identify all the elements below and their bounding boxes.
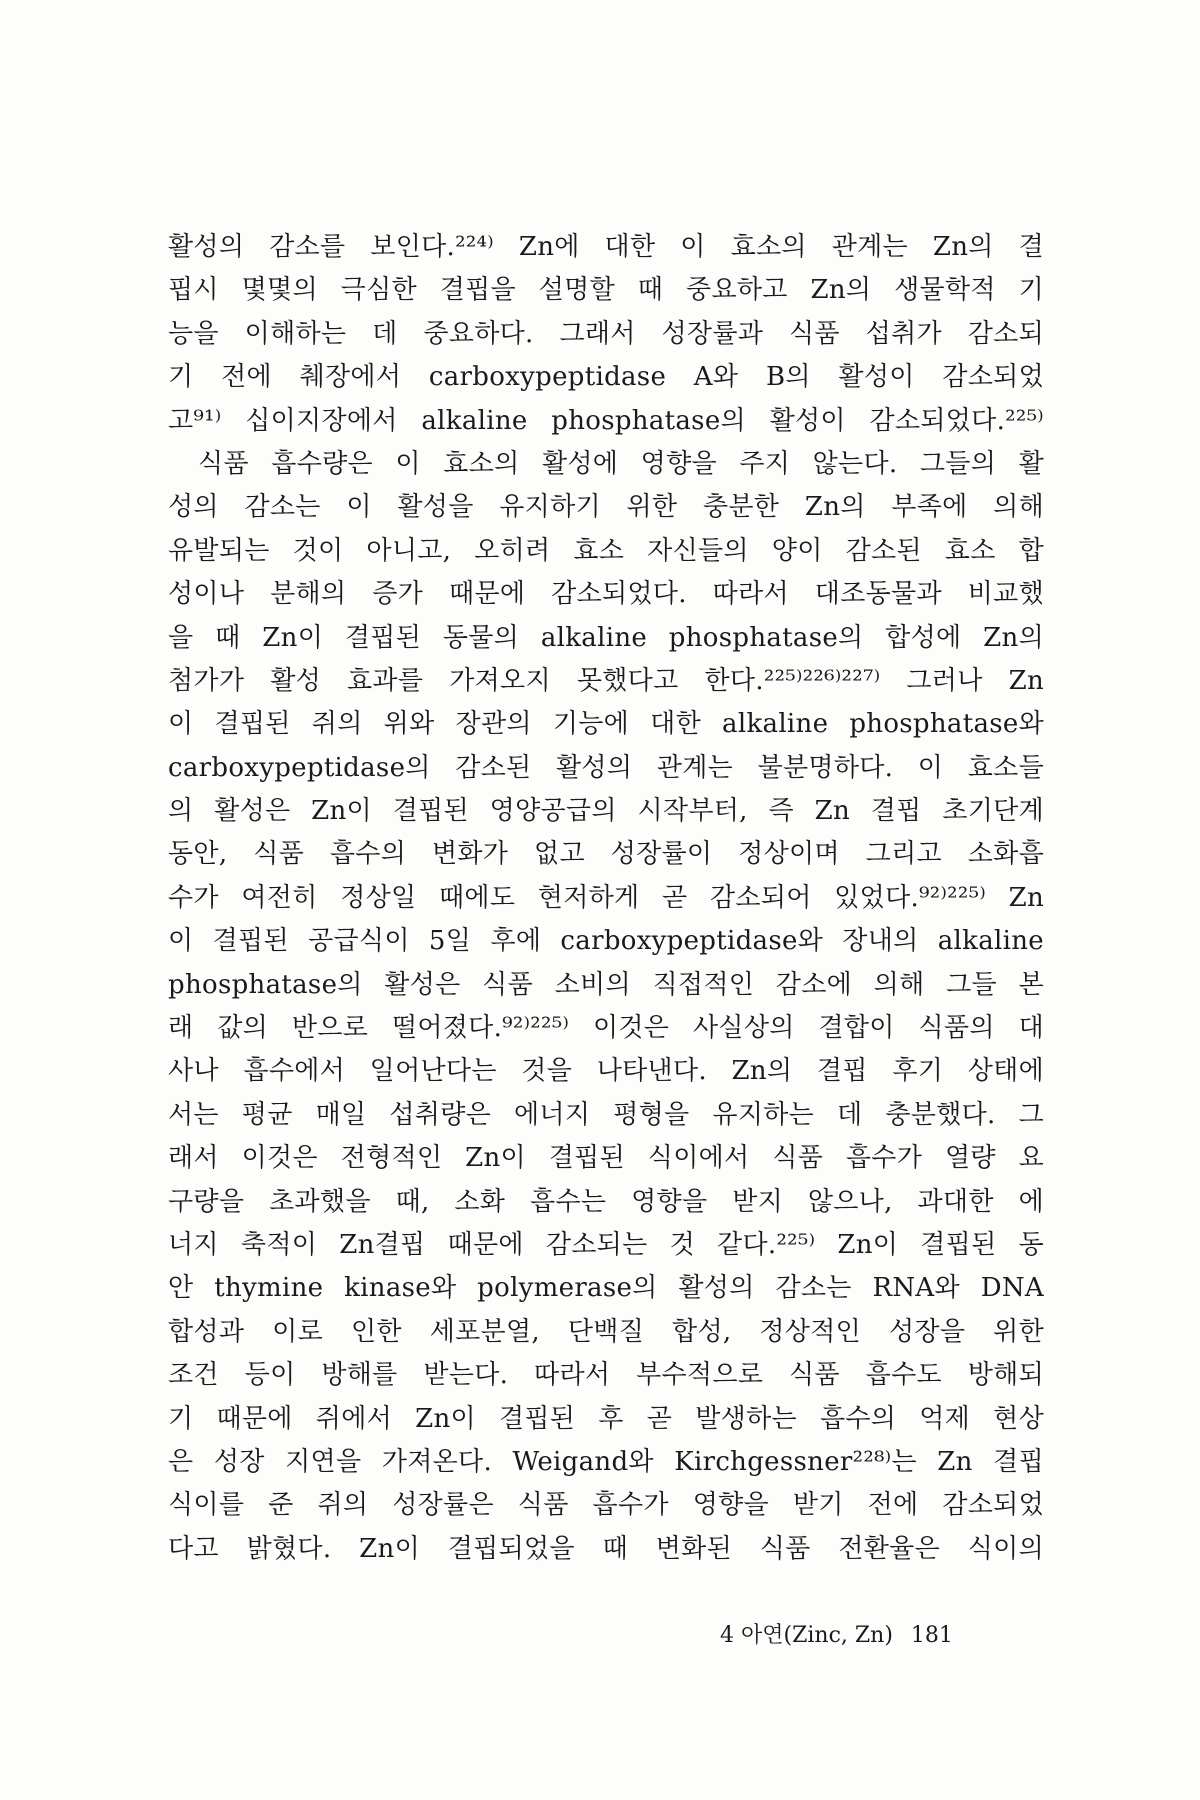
text-line: 첨가가 활성 효과를 가져오지 못했다고 한다.²²⁵⁾²²⁶⁾²²⁷⁾ 그러나 Zn xyxy=(168,665,1044,696)
text-line: 동안, 식품 흡수의 변화가 없고 성장률이 정상이며 그리고 소화흡 xyxy=(168,839,1044,870)
text-line: 식이를 준 쥐의 성장률은 식품 흡수가 영향을 받기 전에 감소되었 xyxy=(168,1490,1044,1521)
text-line: 은 성장 지연을 가져온다. Weigand와 Kirchgessner²²⁸⁾는 Zn 결핍 xyxy=(168,1446,1044,1477)
text-line: 기 때문에 쥐에서 Zn이 결핍된 후 곧 발생하는 흡수의 억제 현상 xyxy=(168,1403,1044,1434)
text-line: 서는 평균 매일 섭취량은 에너지 평형을 유지하는 데 충분했다. 그 xyxy=(168,1099,1044,1130)
text-line: 너지 축적이 Zn결핍 때문에 감소되는 것 같다.²²⁵⁾ Zn이 결핍된 동 xyxy=(168,1229,1044,1260)
text-line: 유발되는 것이 아니고, 오히려 효소 자신들의 양이 감소된 효소 합 xyxy=(168,535,1044,566)
text-line: 을 때 Zn이 결핍된 동물의 alkaline phosphatase의 합성에 Zn의 xyxy=(168,622,1044,653)
text-line: 성의 감소는 이 활성을 유지하기 위한 충분한 Zn의 부족에 의해 xyxy=(168,492,1044,523)
text-line: 식품 흡수량은 이 효소의 활성에 영향을 주지 않는다. 그들의 활 xyxy=(198,448,1044,479)
text-line: 조건 등이 방해를 받는다. 따라서 부수적으로 식품 흡수도 방해되 xyxy=(168,1360,1044,1391)
text-line: 다고 밝혔다. Zn이 결핍되었을 때 변화된 식품 전환율은 식이의 xyxy=(168,1533,1044,1564)
text-line: 래 값의 반으로 떨어졌다.⁹²⁾²²⁵⁾ 이것은 사실상의 결합이 식품의 대 xyxy=(168,1013,1044,1044)
text-line: carboxypeptidase의 감소된 활성의 관계는 불분명하다. 이 효소들 xyxy=(168,752,1044,783)
text-line: phosphatase의 활성은 식품 소비의 직접적인 감소에 의해 그들 본 xyxy=(168,969,1044,1000)
text-line: 합성과 이로 인한 세포분열, 단백질 합성, 정상적인 성장을 위한 xyxy=(168,1316,1044,1347)
text-line: 이 결핍된 쥐의 위와 장관의 기능에 대한 alkaline phosphatase와 xyxy=(168,709,1044,740)
text-line: 래서 이것은 전형적인 Zn이 결핍된 식이에서 식품 흡수가 열량 요 xyxy=(168,1143,1044,1174)
text-line: 활성의 감소를 보인다.²²⁴⁾ Zn에 대한 이 효소의 관계는 Zn의 결 xyxy=(168,232,1044,262)
text-line: 고⁹¹⁾ 십이지장에서 alkaline phosphatase의 활성이 감소되었다.²²⁵⁾ xyxy=(168,405,1044,436)
body-text xyxy=(168,226,1044,1571)
text-line: 기 전에 췌장에서 carboxypeptidase A와 B의 활성이 감소되었 xyxy=(168,362,1044,393)
text-line: 핍시 몇몇의 극심한 결핍을 설명할 때 중요하고 Zn의 생물학적 기 xyxy=(168,275,1044,306)
text-line: 사나 흡수에서 일어난다는 것을 나타낸다. Zn의 결핍 후기 상태에 xyxy=(168,1056,1044,1087)
text-line: 수가 여전히 정상일 때에도 현저하게 곧 감소되어 있었다.⁹²⁾²²⁵⁾ Zn xyxy=(168,882,1044,913)
page-footer xyxy=(720,1618,1020,1649)
text-line: 안 thymine kinase와 polymerase의 활성의 감소는 RNA와 DNA xyxy=(168,1273,1044,1304)
text-line: 의 활성은 Zn이 결핍된 영양공급의 시작부터, 즉 Zn 결핍 초기단계 xyxy=(168,796,1044,827)
text-line: 구량을 초과했을 때, 소화 흡수는 영향을 받지 않으나, 과대한 에 xyxy=(168,1186,1044,1217)
text-line: 성이나 분해의 증가 때문에 감소되었다. 따라서 대조동물과 비교했 xyxy=(168,579,1044,610)
text-line: 이 결핍된 공급식이 5일 후에 carboxypeptidase와 장내의 alkaline xyxy=(168,926,1044,957)
text-line: 능을 이해하는 데 중요하다. 그래서 성장률과 식품 섭취가 감소되 xyxy=(168,318,1044,349)
running-head: 4 아연(Zinc, Zn) xyxy=(720,1623,893,1648)
page-number: 181 xyxy=(910,1623,953,1648)
